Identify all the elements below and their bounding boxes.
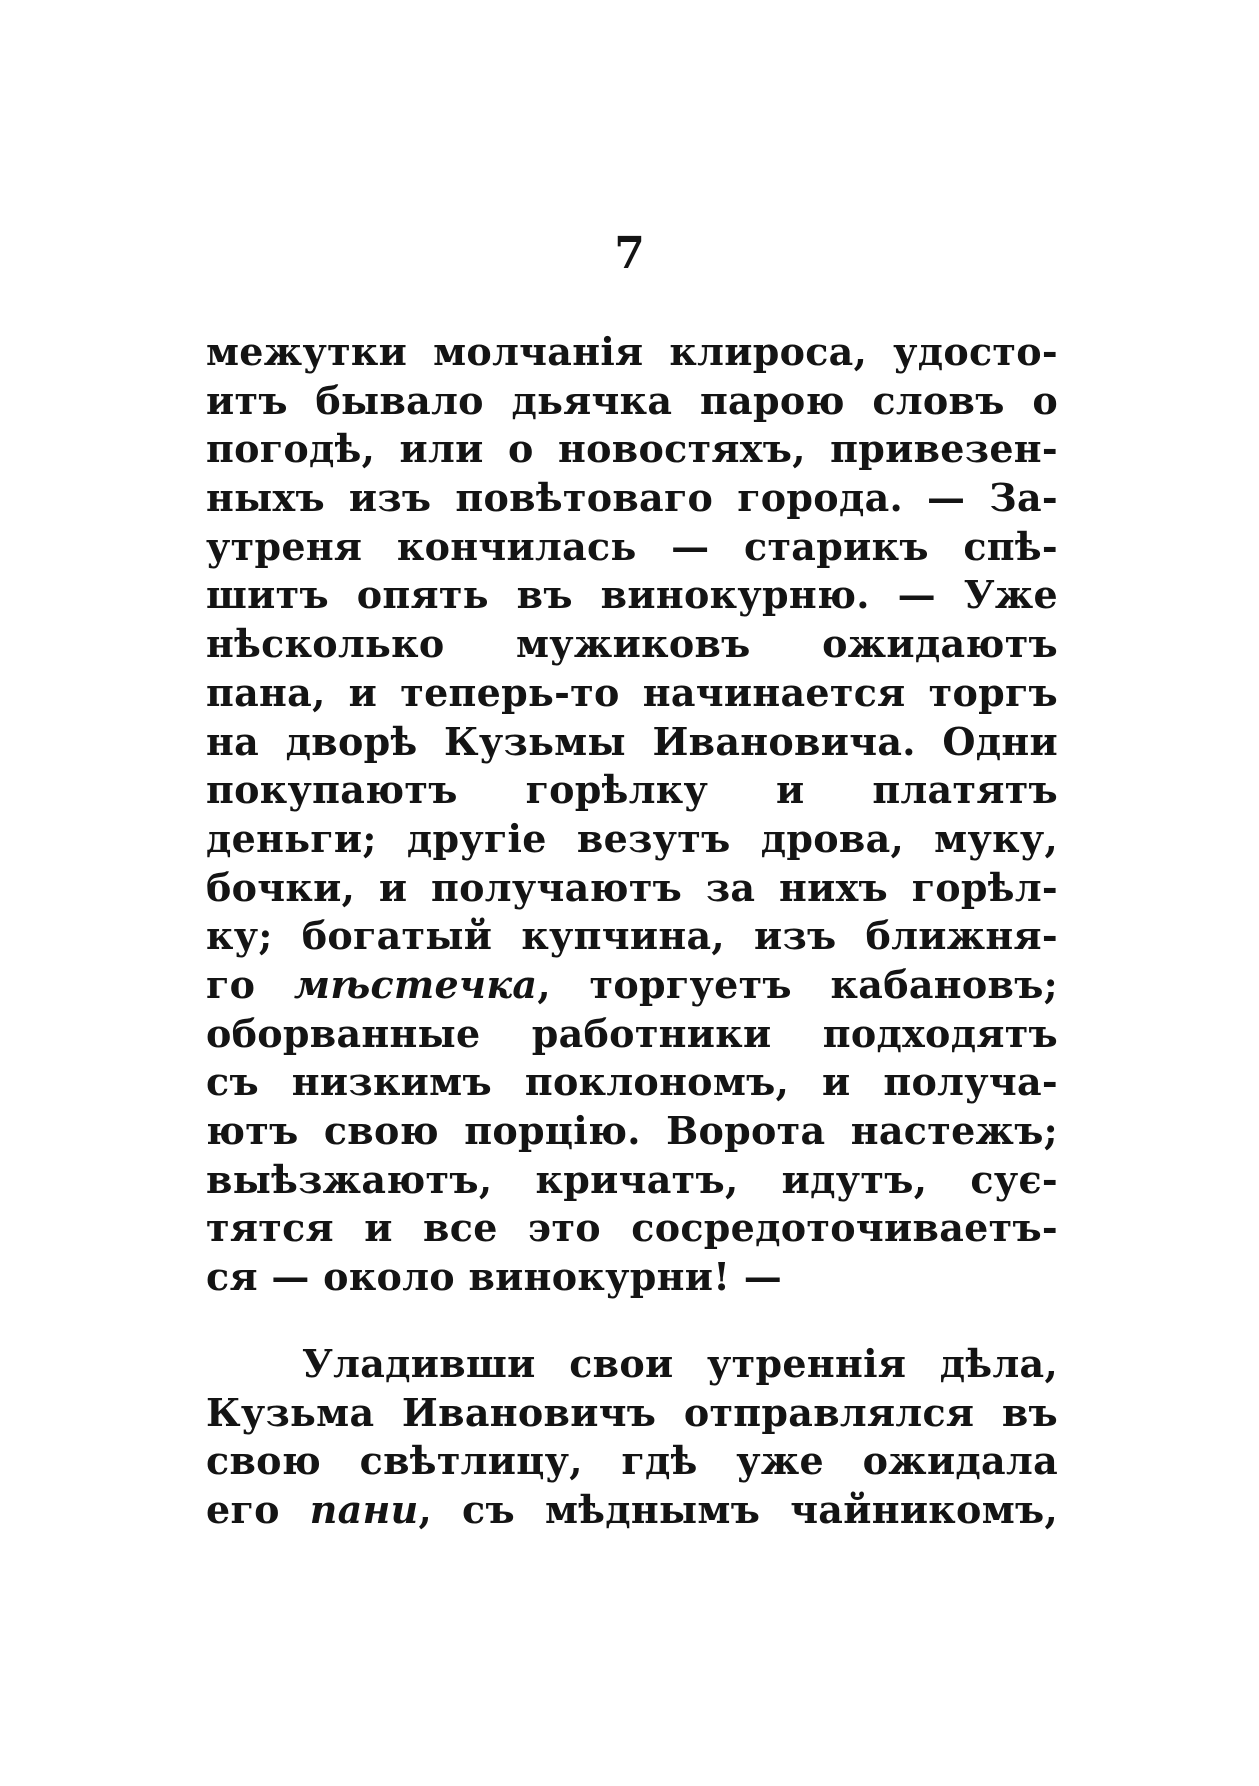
italic-word: пани [309,1487,419,1533]
text-line: оборванные работники подходятъ [206,1010,1058,1056]
paragraph-2 [206,1340,1058,1535]
paragraph-1 [206,328,1058,1302]
text-line: ютъ свою порцію. Ворота настежъ; [206,1108,1058,1153]
text-line: ся — около винокурни! — [206,1254,783,1300]
page-number: 7 [614,228,645,279]
text-line: на дворѣ Кузьмы Ивановича. Одни [206,718,1058,764]
text-line: бочки, и получаютъ за нихъ горѣл- [206,864,1058,910]
text-line: пана, и теперь-то начинается торгъ [206,669,1058,715]
text-line: нѣсколько мужиковъ ожидаютъ [206,621,1058,667]
text-line: выѣзжаютъ, кричатъ, идутъ, сує- [206,1156,1058,1202]
text-line: тятся и все это сосредоточиваетъ- [206,1205,1058,1251]
text-segment: его [206,1487,310,1533]
text-line: шитъ опять въ винокурню. — Уже [206,572,1058,618]
text-line: утреня кончилась — старикъ спѣ- [206,523,1058,569]
text-segment: го [206,961,294,1007]
text-line [206,961,1058,1010]
text-line: ныхъ изъ повѣтоваго города. — За- [206,475,1058,521]
text-line: покупаютъ горѣлку и платятъ [206,767,1058,813]
text-line: итъ бывало дьячка парою словъ о [206,377,1058,423]
text-segment: , торгуетъ кабановъ; [537,961,1058,1007]
text-line: Уладивши свои утреннія дѣла, [302,1341,1058,1386]
text-segment: , съ мѣднымъ чайникомъ, [418,1487,1058,1533]
text-line: деньги; другіе везутъ дрова, муку, [206,815,1058,861]
italic-word: мѣстечка [293,961,538,1007]
text-line: свою свѣтлицу, гдѣ уже ожидала [206,1438,1058,1484]
text-line: межутки молчанія клироса, удостo- [206,329,1058,374]
text-line: съ низкимъ поклономъ, и получа- [206,1059,1058,1105]
text-line: ку; богатый купчина, изъ ближня- [206,913,1058,959]
text-line: погодѣ, или о новостяхъ, привезен- [206,426,1058,472]
text-line: Кузьма Ивановичъ отправлялся въ [206,1389,1058,1435]
text-line [206,1486,1058,1535]
